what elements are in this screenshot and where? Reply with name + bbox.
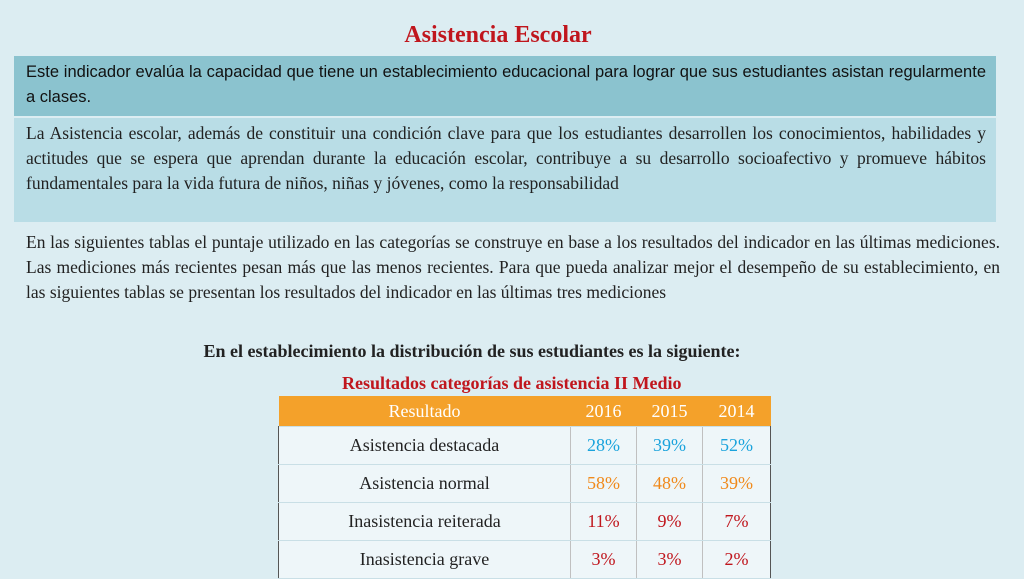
header-2014: 2014 [703,396,771,427]
tables-explanation: En las siguientes tablas el puntaje utilizado en las categorías se construye en base a los resultados del indicador en las últimas mediciones. Las mediciones más recientes pesan más que las menos recientes. Para que pueda analizar mejor el desempeño de su establecimiento, en las siguientes tablas se presentan los resultados del indicador en las últimas tres mediciones [26,232,1000,302]
value-cell: 39% [637,427,703,465]
table-row [279,465,771,503]
value-cell: 28% [571,427,637,465]
header-2016: 2016 [571,396,637,427]
value-cell: 58% [571,465,637,503]
value-cell: 39% [703,465,771,503]
table-row [279,503,771,541]
page-title: Asistencia Escolar [404,22,592,48]
value-cell: 3% [637,541,703,579]
distribution-heading: En el establecimiento la distribución de sus estudiantes es la siguiente: [203,341,741,361]
row-label: Inasistencia reiterada [279,503,571,541]
row-label: Inasistencia grave [279,541,571,579]
value-cell: 52% [703,427,771,465]
value-cell: 11% [571,503,637,541]
row-label: Asistencia normal [279,465,571,503]
table-header-row [279,396,771,427]
table-row [279,427,771,465]
table-row [279,541,771,579]
table-title: Resultados categorías de asistencia II Medio [342,373,682,393]
value-cell: 7% [703,503,771,541]
indicator-description: Este indicador evalúa la capacidad que tiene un establecimiento educacional para lograr que sus estudiantes asistan regularmente a clases. [14,56,996,116]
value-cell: 2% [703,541,771,579]
attendance-paragraph: La Asistencia escolar, además de constituir una condición clave para que los estudiantes desarrollen los conocimientos, habilidades y actitudes que se espera que aprendan durante la educación escolar, contribuye a su desarrollo socioafectivo y promueve hábitos fundamentales para la vida futura de niños, niñas y jóvenes, como la responsabilidad [14,118,996,222]
row-label: Asistencia destacada [279,427,571,465]
header-resultado: Resultado [279,396,571,427]
value-cell: 48% [637,465,703,503]
header-2015: 2015 [637,396,703,427]
value-cell: 9% [637,503,703,541]
results-table [278,396,771,579]
value-cell: 3% [571,541,637,579]
